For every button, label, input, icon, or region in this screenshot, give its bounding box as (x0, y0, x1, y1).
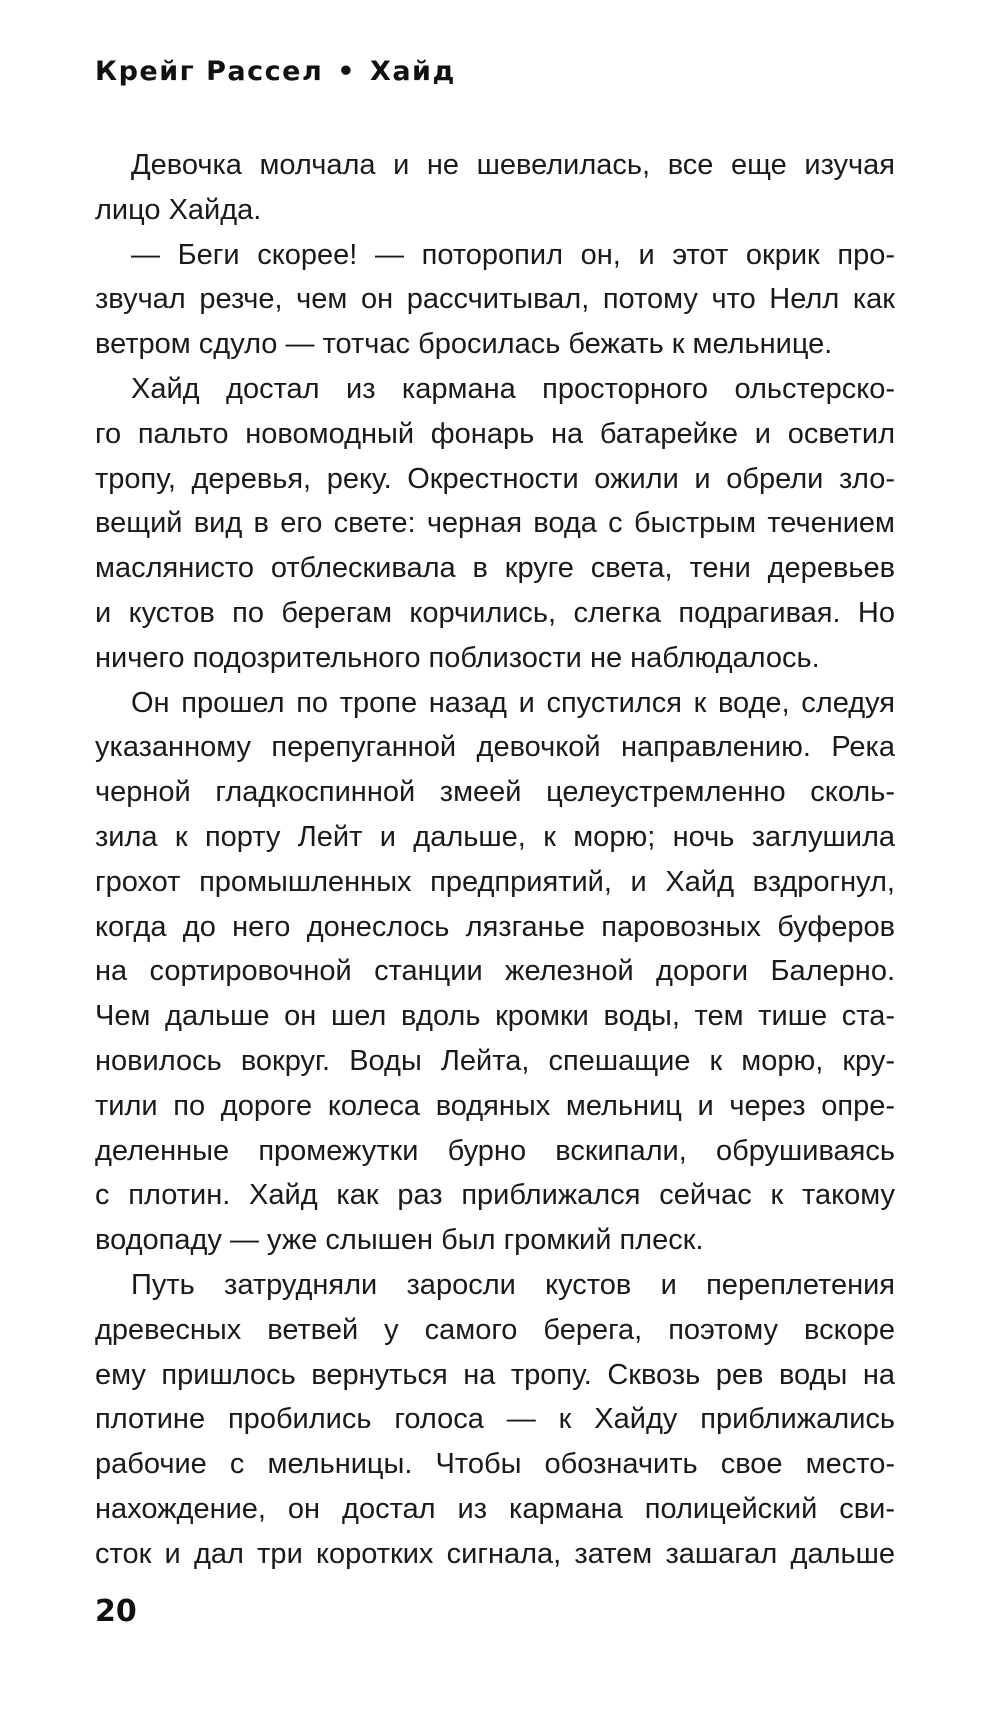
text-line: Чем дальше он шел вдоль кромки воды, тем тише ста- (95, 1000, 895, 1033)
text-line: тропу, деревья, реку. Окрестности ожили и обрели зло- (95, 462, 895, 495)
body-text (95, 143, 895, 1577)
text-line: новилось вокруг. Воды Лейта, спешащие к морю, кру- (95, 1044, 895, 1077)
text-line: на сортировочной станции железной дороги Балерно. (95, 955, 895, 988)
text-line: древесных ветвей у самого берега, поэтому вскоре (95, 1313, 895, 1346)
text-line: ветром сдуло — тотчас бросилась бежать к мельнице. (95, 328, 833, 361)
text-line: нахождение, он достал из кармана полицейский сви- (95, 1492, 895, 1525)
text-line: грохот промышленных предприятий, и Хайд вздрогнул, (95, 865, 895, 898)
text-line: черной гладкоспинной змеей целеустремленно сколь- (95, 776, 895, 809)
page-number: 20 (95, 1594, 137, 1629)
text-line: тили по дороге колеса водяных мельниц и через опре- (95, 1089, 895, 1122)
running-head-author: Крейг Рассел (95, 56, 324, 87)
text-line: лицо Хайда. (95, 193, 262, 226)
text-line: деленные промежутки бурно вскипали, обрушиваясь (95, 1134, 895, 1167)
text-line: — Беги скорее! — поторопил он, и этот окрик про- (131, 238, 895, 271)
text-line: плотине пробились голоса — к Хайду приближались (95, 1403, 895, 1436)
text-line: и кустов по берегам корчились, слегка подрагивая. Но (95, 596, 895, 629)
text-line: с плотин. Хайд как раз приближался сейчас к такому (95, 1179, 895, 1212)
text-line: рабочие с мельницы. Чтобы обозначить свое место- (95, 1448, 895, 1481)
running-head (95, 56, 456, 87)
text-line: Девочка молчала и не шевелилась, все еще изучая (131, 149, 895, 181)
text-line: ничего подозрительного поблизости не наблюдалось. (95, 641, 820, 674)
text-line: когда до него донеслось лязганье паровозных буферов (95, 910, 895, 943)
text-line: вещий вид в его свете: черная вода с быстрым течением (95, 507, 895, 540)
text-line: го пальто новомодный фонарь на батарейке и осветил (95, 417, 895, 450)
text-line: сток и дал три коротких сигнала, затем зашагал дальше (95, 1537, 895, 1570)
text-line: зила к порту Лейт и дальше, к морю; ночь заглушила (95, 820, 895, 853)
text-line: водопаду — уже слышен был громкий плеск. (95, 1224, 704, 1257)
text-line: маслянисто отблескивала в круге света, тени деревьев (95, 552, 895, 585)
text-line: Хайд достал из кармана просторного ольстерско- (131, 372, 895, 405)
running-head-title: Хайд (370, 56, 456, 87)
text-line: Путь затрудняли заросли кустов и переплетения (131, 1268, 895, 1301)
text-line: указанному перепуганной девочкой направлению. Река (95, 731, 895, 764)
running-head-separator: • (337, 56, 357, 87)
text-line: звучал резче, чем он рассчитывал, потому что Нелл как (95, 283, 895, 316)
text-line: ему пришлось вернуться на тропу. Сквозь рев воды на (95, 1358, 895, 1391)
text-line: Он прошел по тропе назад и спустился к воде, следуя (131, 686, 895, 719)
